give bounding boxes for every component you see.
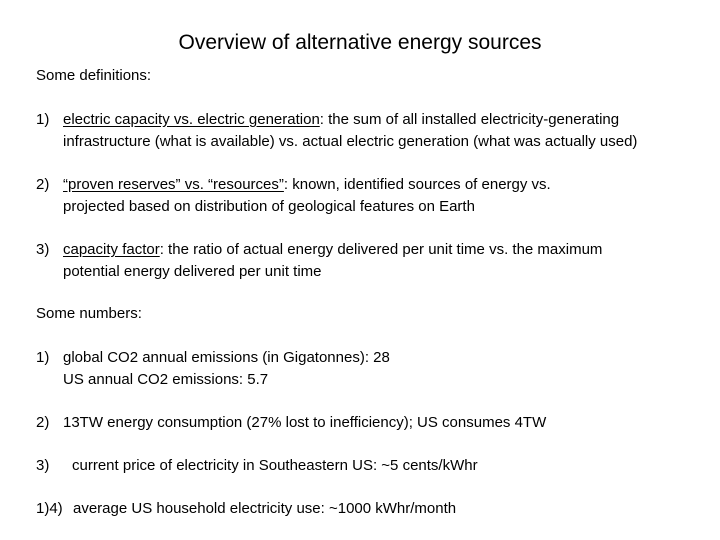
list-number: 2) [36, 414, 50, 431]
list-number: 1)4) [36, 500, 63, 517]
definition-text: : the sum of all installed electricity-generating [319, 111, 620, 128]
definition-text-continued: infrastructure (what is available) vs. actual electric generation (what was actually used) [63, 133, 638, 150]
number-text: 13TW energy consumption (27% lost to inefficiency); US consumes 4TW [63, 414, 547, 431]
list-number: 1) [36, 349, 50, 366]
definition-text: : known, identified sources of energy vs. [283, 176, 551, 193]
number-text: global CO2 annual emissions (in Gigatonnes): 28 [63, 349, 390, 366]
slide-title: Overview of alternative energy sources [178, 31, 542, 54]
definition-text-continued: projected based on distribution of geological features on Earth [63, 198, 475, 215]
number-text: current price of electricity in Southeastern US: ~5 cents/kWhr [72, 457, 478, 474]
definition-item-3 [36, 240, 602, 260]
definition-text-continued: potential energy delivered per unit time [63, 263, 322, 280]
number-item-2 [36, 413, 546, 433]
definition-term: electric capacity vs. electric generation [63, 111, 320, 128]
definition-item-1 [36, 110, 619, 130]
list-number: 2) [36, 176, 50, 193]
numbers-heading: Some numbers: [36, 305, 142, 322]
definition-term: “proven reserves” vs. “resources” [63, 176, 284, 193]
definitions-heading: Some definitions: [36, 67, 152, 84]
definition-text: : the ratio of actual energy delivered per unit time vs. the maximum [159, 241, 603, 258]
number-text: average US household electricity use: ~1000 kWhr/month [73, 500, 457, 517]
number-item-3 [36, 456, 478, 476]
definition-term: capacity factor [63, 241, 160, 258]
number-item-1 [36, 348, 390, 368]
number-item-4 [36, 499, 456, 519]
list-number: 1) [36, 111, 50, 128]
number-text-continued: US annual CO2 emissions: 5.7 [63, 371, 269, 388]
list-number: 3) [36, 241, 50, 258]
definition-item-2 [36, 175, 551, 195]
list-number: 3) [36, 457, 50, 474]
